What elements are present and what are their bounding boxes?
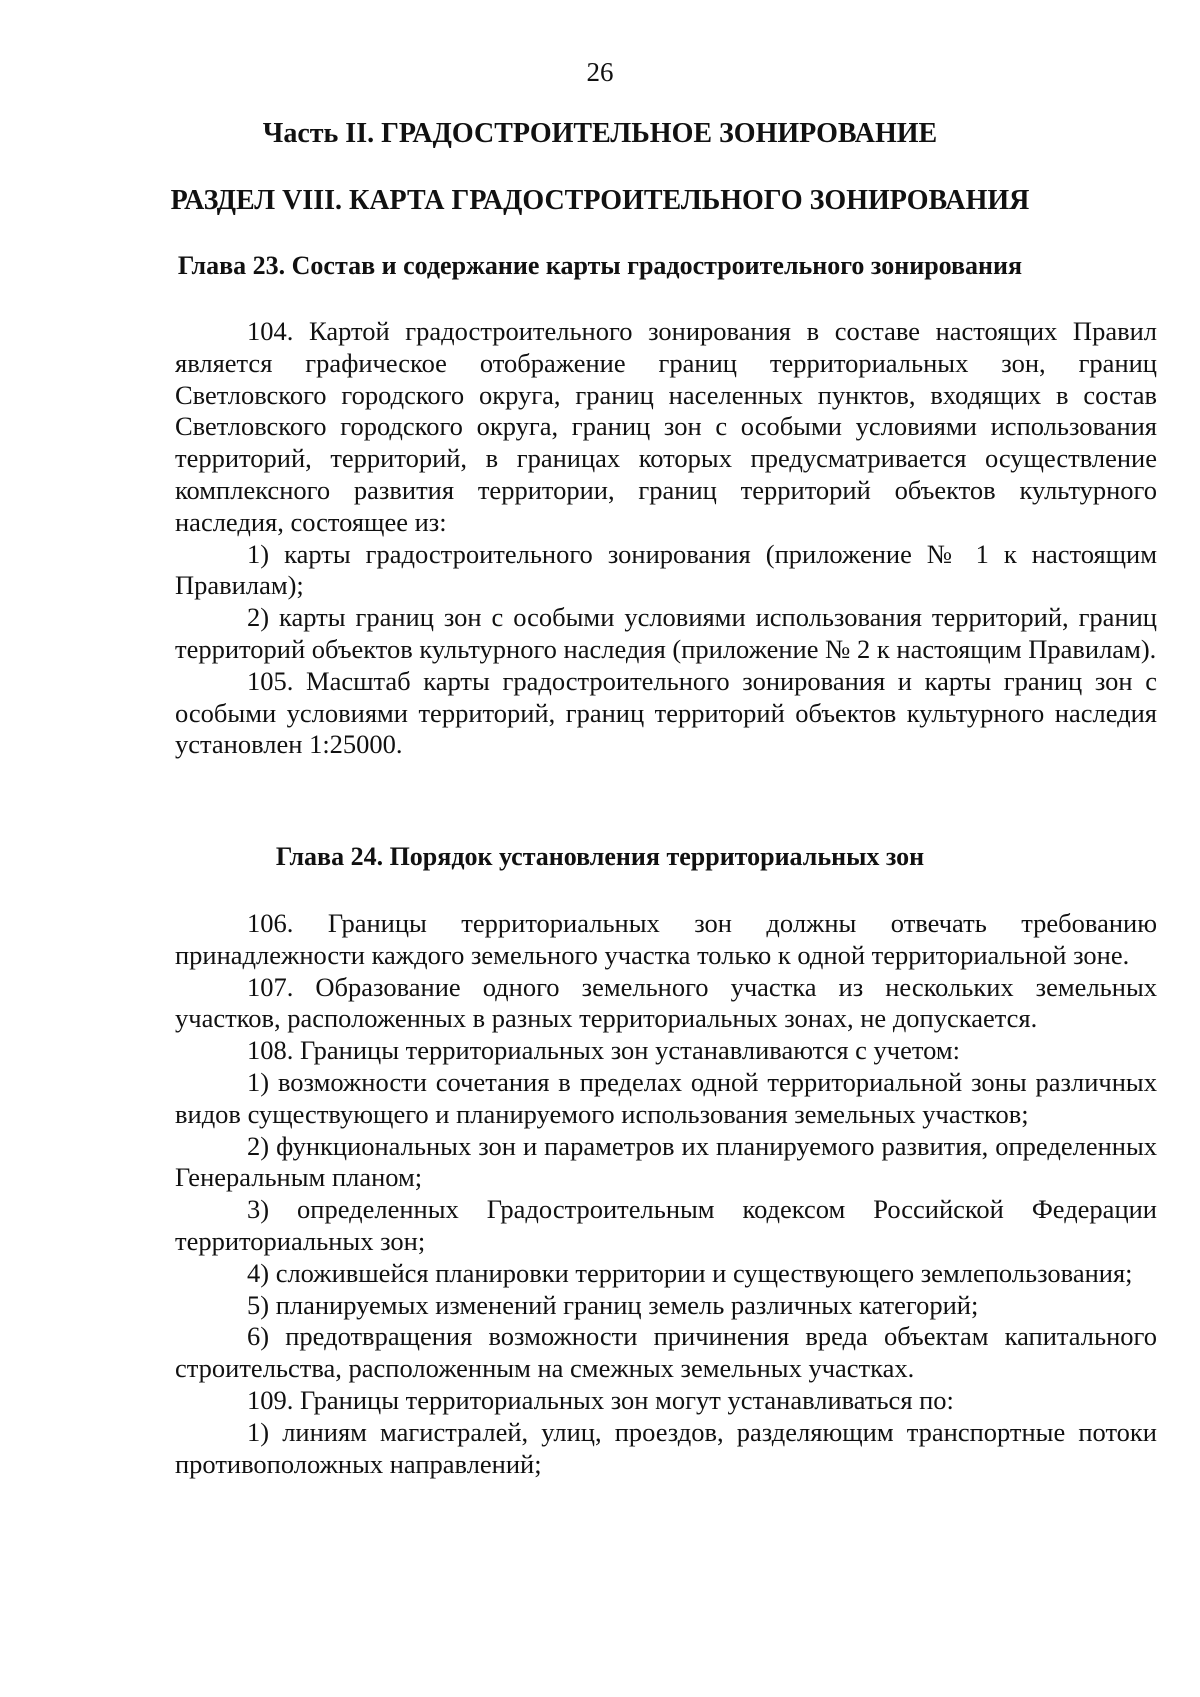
chapter-24-title: Глава 24. Порядок установления территориальных зон xyxy=(275,842,925,871)
list-item: 4) сложившейся планировки территории и существующего землепользования; xyxy=(247,1257,1133,1288)
list-item: 6) предотвращения возможности причинения вреда объектам капитального строительства, расположенным на смежных земельных участках. xyxy=(175,1321,1157,1384)
list-item: 2) карты границ зон с особыми условиями использования территорий, границ территорий объектов культурного наследия (приложение № 2 к настоящим Правилам). xyxy=(175,602,1157,664)
chapter-23-body xyxy=(175,316,1157,761)
chapter-23-title: Глава 23. Состав и содержание карты градостроительного зонирования xyxy=(177,251,1023,280)
paragraph-108: 108. Границы территориальных зон устанавливаются с учетом: xyxy=(247,1035,960,1066)
paragraph-104: 104. Картой градостроительного зонирования в составе настоящих Правил является графическое отображение границ территориальных зон, границ Светловского городского округа, границ населенных пунктов, входящих в состав Светловского городского округа, границ зон с особыми условиями использования территорий, территорий, в границах которых предусматривается осуществление комплексного развития территории, границ территорий объектов культурного наследия, состоящее из: xyxy=(175,316,1157,537)
list-item: 1) карты градостроительного зонирования (приложение № 1 к настоящим Правилам); xyxy=(175,538,1157,601)
part-title: Часть II. ГРАДОСТРОИТЕЛЬНОЕ ЗОНИРОВАНИЕ xyxy=(262,118,938,149)
paragraph-105: 105. Масштаб карты градостроительного зонирования и карты границ зон с особыми условиями территорий, границ территорий объектов культурного наследия установлен 1:25000. xyxy=(175,665,1157,760)
section-title: РАЗДЕЛ VIII. КАРТА ГРАДОСТРОИТЕЛЬНОГО ЗОНИРОВАНИЯ xyxy=(170,185,1030,216)
paragraph-106: 106. Границы территориальных зон должны отвечать требованию принадлежности каждого земельного участка только к одной территориальной зоне. xyxy=(175,908,1157,970)
paragraph-107: 107. Образование одного земельного участка из нескольких земельных участков, расположенных в разных территориальных зонах, не допускается. xyxy=(175,971,1157,1034)
list-item: 2) функциональных зон и параметров их планируемого развития, определенных Генеральным планом; xyxy=(175,1130,1157,1193)
paragraph-109: 109. Границы территориальных зон могут устанавливаться по: xyxy=(247,1384,954,1415)
chapter-24-body xyxy=(175,908,1157,1480)
list-item: 1) линиям магистралей, улиц, проездов, разделяющим транспортные потоки противоположных направлений; xyxy=(175,1416,1157,1479)
list-item: 3) определенных Градостроительным кодексом Российской Федерации территориальных зон; xyxy=(175,1194,1157,1256)
list-item: 1) возможности сочетания в пределах одной территориальной зоны различных видов существующего и планируемого использования земельных участков; xyxy=(175,1066,1157,1129)
page-number: 26 xyxy=(586,57,614,87)
list-item: 5) планируемых изменений границ земель различных категорий; xyxy=(247,1289,979,1320)
